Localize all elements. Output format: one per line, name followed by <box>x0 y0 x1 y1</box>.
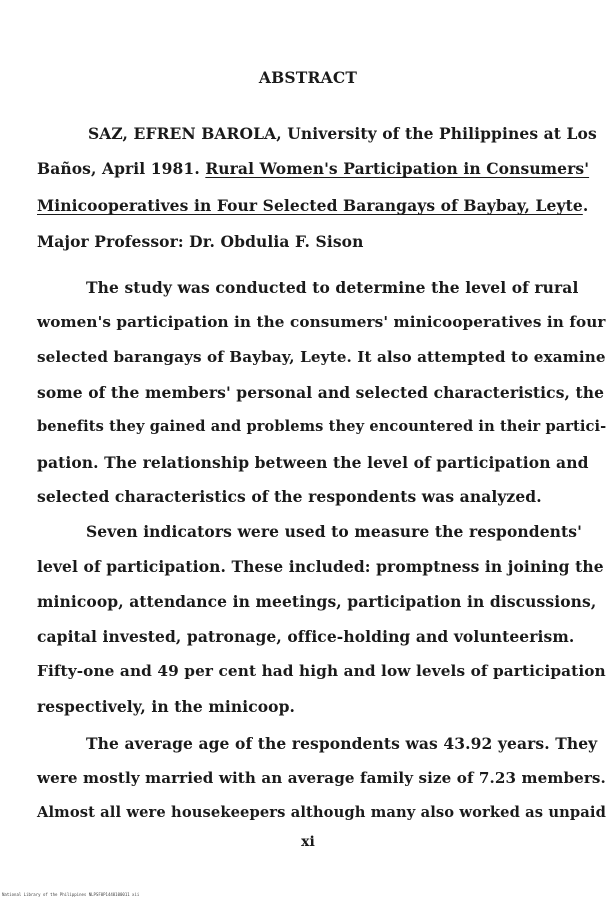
body-line: level of participation. These included: promptness in joining the <box>37 557 604 576</box>
body-line: The average age of the respondents was 43.92 years. They <box>86 734 598 753</box>
body-line: The study was conducted to determine the level of rural <box>86 278 579 297</box>
abstract-heading: ABSTRACT <box>258 68 358 87</box>
body-line: benefits they gained and problems they encountered in their partici- <box>37 418 607 435</box>
body-line: women's participation in the consumers' minicooperatives in four <box>37 313 606 331</box>
page-number: xi <box>301 834 315 850</box>
thesis-title-part-2: Minicooperatives in Four Selected Barangays of Baybay, Leyte <box>37 196 583 215</box>
body-line: pation. The relationship between the level of participation and <box>37 453 589 472</box>
major-professor: Major Professor: Dr. Obdulia F. Sison <box>37 232 364 251</box>
citation-date: Baños, April 1981. <box>37 159 200 178</box>
body-line: selected barangays of Baybay, Leyte. It also attempted to examine <box>37 348 606 366</box>
body-line: Seven indicators were used to measure the respondents' <box>86 522 582 541</box>
citation-line-2 <box>37 159 589 178</box>
body-line: Fifty-one and 49 per cent had high and low levels of participation <box>37 662 606 680</box>
citation-line-1: SAZ, EFREN BAROLA, University of the Philippines at Los <box>88 124 597 143</box>
title-period: . <box>582 196 589 215</box>
body-line: respectively, in the minicoop. <box>37 697 296 716</box>
body-line: selected characteristics of the respondents was analyzed. <box>37 487 542 506</box>
body-line: some of the members' personal and selected characteristics, the <box>37 383 605 402</box>
body-line: capital invested, patronage, office-holding and volunteerism. <box>37 627 575 646</box>
body-line: were mostly married with an average family size of 7.23 members. <box>37 769 606 787</box>
body-line: Almost all were housekeepers although many also worked as unpaid <box>37 804 606 821</box>
library-footer: National Library of the Philippines NLPSF0P1440100011 xii <box>2 892 140 897</box>
body-line: minicoop, attendance in meetings, participation in discussions, <box>37 592 597 611</box>
thesis-title-part-1: Rural Women's Participation in Consumers' <box>205 159 590 178</box>
citation-line-3 <box>37 196 588 215</box>
